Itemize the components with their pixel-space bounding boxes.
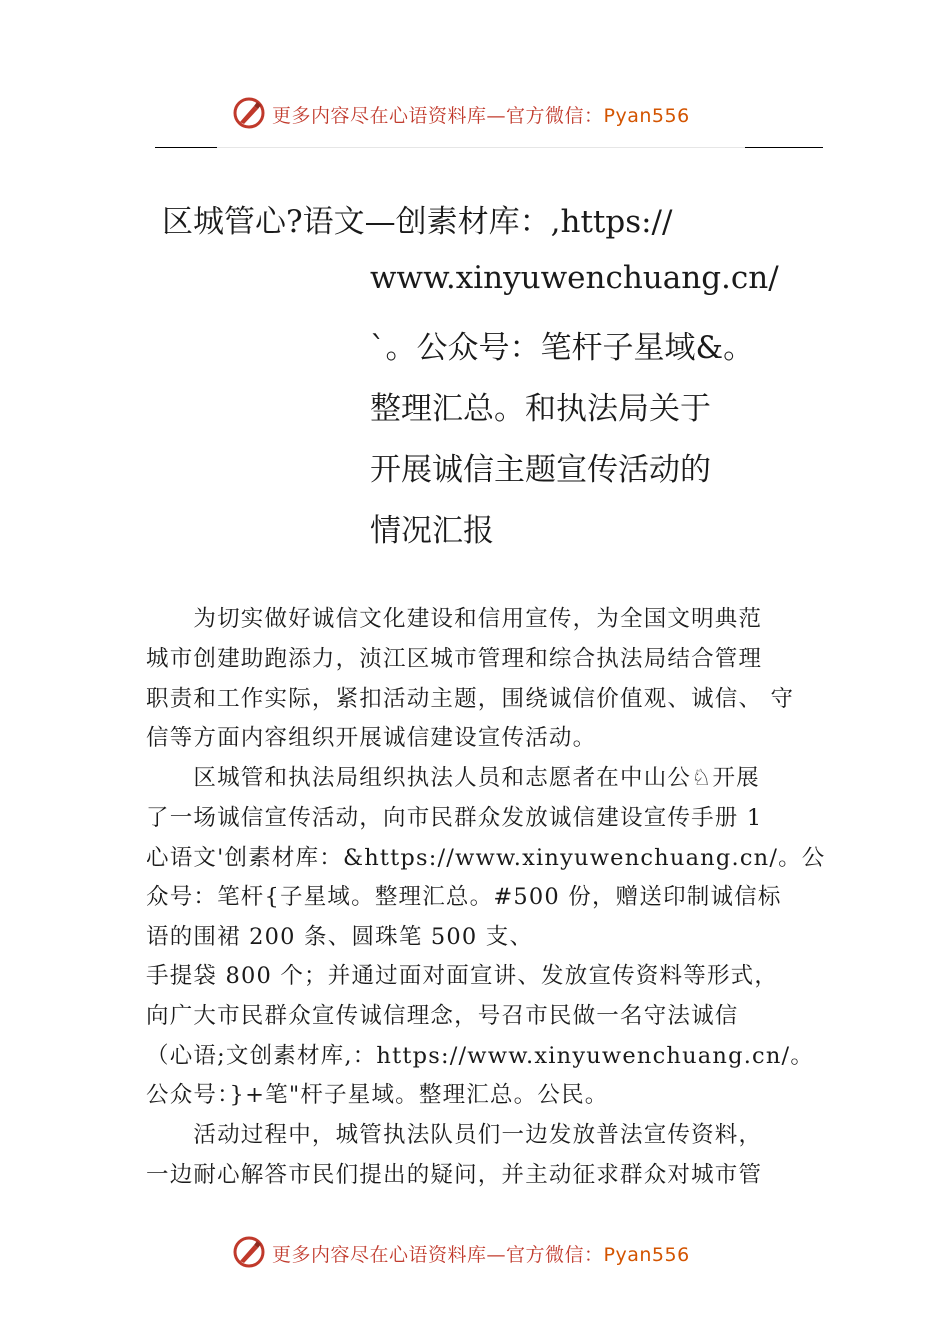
header-banner <box>0 94 950 134</box>
body-text-line: 公众号：}+笔"杆子星域。整理汇总。公民。 <box>146 1082 609 1108</box>
document-title-line: 区城管心?语文—创素材库：,https:// <box>162 204 673 240</box>
header-banner-text: 更多内容尽在心语资料库—官方微信：Pyan556 <box>272 105 690 127</box>
body-text-line: 向广大市民群众宣传诚信理念，号召市民做一名守法诚信 <box>146 1003 739 1029</box>
body-text-line: 了一场诚信宣传活动，向市民群众发放诚信建设宣传手册 1 <box>146 805 763 831</box>
body-text-line: 职责和工作实际，紧扣活动主题，围绕诚信价值观、诚信、 守 <box>146 686 795 712</box>
footer-banner <box>0 1233 950 1273</box>
body-text-line: （心语;文创素材库,：https://www.xinyuwenchuang.cn/。 <box>146 1043 815 1069</box>
footer-banner-text: 更多内容尽在心语资料库—官方微信：Pyan556 <box>272 1244 690 1266</box>
document-title-line: `。公众号：笔杆子星域&。 <box>370 330 755 366</box>
body-text-line: 心语文'创素材库：&https://www.xinyuwenchuang.cn/。公 <box>146 845 826 871</box>
body-text-line: 为切实做好诚信文化建设和信用宣传，为全国文明典范 <box>146 606 763 632</box>
document-title-line: www.xinyuwenchuang.cn/ <box>370 260 779 296</box>
body-text-line: 手提袋 800 个；并通过面对面宣讲、发放宣传资料等形式， <box>146 963 779 989</box>
body-text-line: 一边耐心解答市民们提出的疑问，并主动征求群众对城市管 <box>146 1162 763 1188</box>
document-title-line: 情况汇报 <box>370 513 494 549</box>
body-text-line: 语的围裙 200 条、圆珠笔 500 支、 <box>146 924 534 950</box>
document-title-line: 开展诚信主题宣传活动的 <box>370 452 711 488</box>
body-text-line: 区城管和执法局组织执法人员和志愿者在中山公♘开展 <box>146 765 760 791</box>
wechat-id: Pyan556 <box>603 105 690 127</box>
body-text-line: 信等方面内容组织开展诚信建设宣传活动。 <box>146 725 597 751</box>
wechat-id: Pyan556 <box>603 1244 690 1266</box>
body-text-line: 城市创建助跑添力，浈江区城市管理和综合执法局结合管理 <box>146 646 763 672</box>
body-text-line: 众号：笔杆{子星域。整理汇总。#500 份，赠送印制诚信标 <box>146 884 782 910</box>
pen-logo-icon <box>232 96 266 130</box>
header-rule-left <box>155 147 217 148</box>
body-text-line: 活动过程中，城管执法队员们一边发放普法宣传资料， <box>146 1122 763 1148</box>
document-title-line: 整理汇总。和执法局关于 <box>370 391 711 427</box>
pen-logo-icon <box>232 1235 266 1269</box>
header-rule-middle <box>217 147 745 148</box>
header-rule-right <box>745 147 823 148</box>
